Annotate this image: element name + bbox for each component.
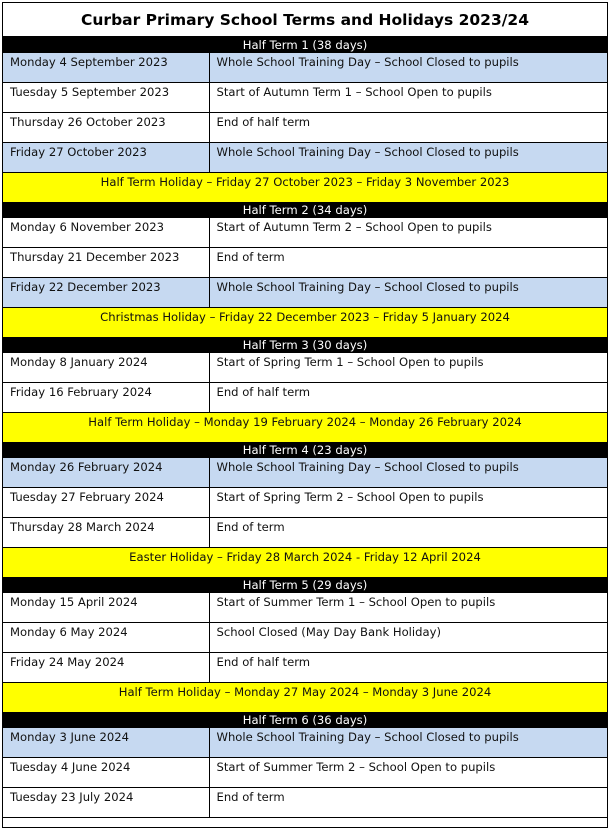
event-cell [209, 758, 607, 788]
date-text: Monday 4 September 2023 [10, 54, 168, 69]
event-text: End of term [216, 789, 285, 804]
table-row [3, 143, 607, 173]
holiday-row [3, 683, 607, 713]
date-text: Tuesday 5 September 2023 [10, 84, 170, 99]
holiday-label [3, 173, 607, 203]
half-term-header-label: Half Term 2 (34 days) [3, 203, 607, 218]
event-text: End of half term [216, 384, 311, 399]
holiday-label [3, 413, 607, 443]
holiday-text: Half Term Holiday – Monday 19 February 2024 – Monday 26 February 2024 [88, 414, 522, 429]
date-cell [3, 593, 209, 623]
date-text: Monday 15 April 2024 [10, 594, 138, 609]
date-text: Thursday 28 March 2024 [10, 519, 155, 534]
date-cell [3, 788, 209, 818]
date-cell [3, 758, 209, 788]
date-cell [3, 488, 209, 518]
date-cell [3, 113, 209, 143]
date-text: Monday 8 January 2024 [10, 354, 148, 369]
event-cell [209, 518, 607, 548]
holiday-label [3, 683, 607, 713]
table-row [3, 758, 607, 788]
half-term-header [3, 578, 607, 593]
date-text: Friday 16 February 2024 [10, 384, 152, 399]
event-cell [209, 383, 607, 413]
event-text: End of term [216, 519, 285, 534]
term-dates-table [3, 37, 607, 818]
table-row [3, 458, 607, 488]
date-cell [3, 143, 209, 173]
date-text: Tuesday 27 February 2024 [10, 489, 164, 504]
table-row [3, 53, 607, 83]
date-cell [3, 653, 209, 683]
date-text: Monday 3 June 2024 [10, 729, 129, 744]
holiday-label [3, 548, 607, 578]
date-text: Tuesday 23 July 2024 [10, 789, 134, 804]
table-row [3, 113, 607, 143]
event-text: Start of Summer Term 2 – School Open to pupils [216, 759, 496, 774]
table-row [3, 383, 607, 413]
table-row [3, 623, 607, 653]
date-text: Friday 24 May 2024 [10, 654, 125, 669]
term-dates-document [2, 2, 608, 828]
event-cell [209, 353, 607, 383]
holiday-text: Christmas Holiday – Friday 22 December 2023 – Friday 5 January 2024 [100, 309, 510, 324]
date-cell [3, 53, 209, 83]
event-text: Whole School Training Day – School Closed to pupils [216, 729, 519, 744]
table-row [3, 518, 607, 548]
table-row [3, 653, 607, 683]
holiday-row [3, 308, 607, 338]
half-term-header-label: Half Term 3 (30 days) [3, 338, 607, 353]
half-term-header [3, 713, 607, 728]
date-cell [3, 278, 209, 308]
half-term-header [3, 38, 607, 53]
date-cell [3, 518, 209, 548]
table-row [3, 788, 607, 818]
event-cell [209, 488, 607, 518]
table-row [3, 488, 607, 518]
holiday-row [3, 548, 607, 578]
event-cell [209, 278, 607, 308]
event-cell [209, 143, 607, 173]
holiday-text: Half Term Holiday – Friday 27 October 2023 – Friday 3 November 2023 [100, 174, 510, 189]
date-cell [3, 383, 209, 413]
date-cell [3, 458, 209, 488]
table-row [3, 83, 607, 113]
event-cell [209, 218, 607, 248]
holiday-label [3, 308, 607, 338]
date-text: Friday 27 October 2023 [10, 144, 147, 159]
event-text: Start of Autumn Term 2 – School Open to pupils [216, 219, 492, 234]
event-text: Start of Summer Term 1 – School Open to pupils [216, 594, 496, 609]
date-text: Friday 22 December 2023 [10, 279, 161, 294]
date-text: Monday 6 November 2023 [10, 219, 165, 234]
event-text: End of term [216, 249, 285, 264]
page-title: Curbar Primary School Terms and Holidays 2023/24 [3, 3, 607, 37]
event-text: End of half term [216, 654, 311, 669]
event-cell [209, 593, 607, 623]
event-text: Whole School Training Day – School Closed to pupils [216, 279, 519, 294]
event-cell [209, 728, 607, 758]
half-term-header-label: Half Term 1 (38 days) [3, 38, 607, 53]
table-row [3, 248, 607, 278]
half-term-header [3, 443, 607, 458]
event-cell [209, 113, 607, 143]
table-row [3, 728, 607, 758]
holiday-row [3, 173, 607, 203]
holiday-text: Easter Holiday – Friday 28 March 2024 - Friday 12 April 2024 [129, 549, 481, 564]
event-cell [209, 623, 607, 653]
half-term-header-label: Half Term 5 (29 days) [3, 578, 607, 593]
event-text: Start of Spring Term 2 – School Open to pupils [216, 489, 484, 504]
date-cell [3, 623, 209, 653]
date-text: Monday 6 May 2024 [10, 624, 128, 639]
event-text: Whole School Training Day – School Closed to pupils [216, 144, 519, 159]
table-row [3, 593, 607, 623]
half-term-header [3, 338, 607, 353]
date-text: Monday 26 February 2024 [10, 459, 163, 474]
date-cell [3, 248, 209, 278]
table-row [3, 278, 607, 308]
event-cell [209, 53, 607, 83]
date-text: Tuesday 4 June 2024 [10, 759, 131, 774]
event-text: End of half term [216, 114, 311, 129]
table-row [3, 218, 607, 248]
date-text: Thursday 26 October 2023 [10, 114, 166, 129]
event-text: Start of Spring Term 1 – School Open to pupils [216, 354, 484, 369]
holiday-row [3, 413, 607, 443]
half-term-header-label: Half Term 6 (36 days) [3, 713, 607, 728]
table-row [3, 353, 607, 383]
event-cell [209, 788, 607, 818]
half-term-header [3, 203, 607, 218]
event-cell [209, 653, 607, 683]
event-text: Whole School Training Day – School Closed to pupils [216, 459, 519, 474]
event-text: Start of Autumn Term 1 – School Open to pupils [216, 84, 492, 99]
date-text: Thursday 21 December 2023 [10, 249, 180, 264]
date-cell [3, 728, 209, 758]
event-text: Whole School Training Day – School Closed to pupils [216, 54, 519, 69]
date-cell [3, 83, 209, 113]
holiday-text: Half Term Holiday – Monday 27 May 2024 – Monday 3 June 2024 [118, 684, 492, 699]
date-cell [3, 353, 209, 383]
date-cell [3, 218, 209, 248]
half-term-header-label: Half Term 4 (23 days) [3, 443, 607, 458]
event-cell [209, 248, 607, 278]
event-text: School Closed (May Day Bank Holiday) [216, 624, 441, 639]
event-cell [209, 458, 607, 488]
event-cell [209, 83, 607, 113]
